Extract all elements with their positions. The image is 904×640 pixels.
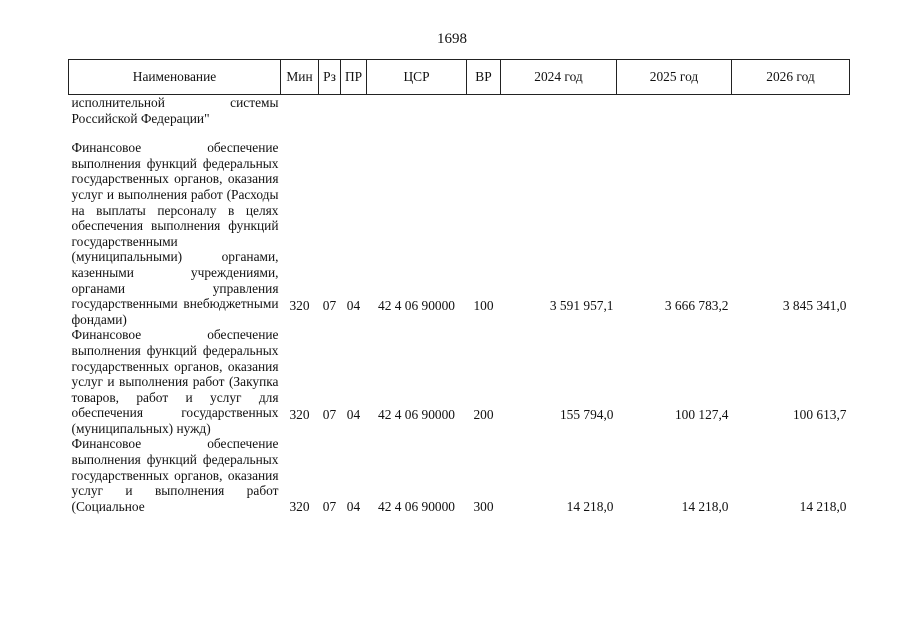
row-min: 320 (289, 498, 310, 514)
row-vr: 300 (473, 498, 494, 514)
continuation-text: исполнительной системы Российской Федерации" (71, 95, 279, 126)
row-2025: 14 218,0 (681, 498, 729, 514)
row-rz: 07 (322, 297, 337, 313)
header-pr: ПР (341, 60, 367, 95)
row-pr: 04 (346, 406, 361, 422)
row-name: Финансовое обеспечение выполнения функций федеральных государственных органов, оказания услуг и выполнения работ (Расходы на выплаты персоналу в целях обеспечения выполнения функций государственными (муниципальными) органами, казенными учреждениями, органами управления государственными внебюджетными фондами) (71, 140, 279, 327)
header-2026: 2026 год (732, 60, 850, 95)
row-2026: 14 218,0 (799, 498, 847, 514)
row-csr: 42 4 06 90000 (378, 498, 455, 514)
row-vr: 200 (473, 406, 494, 422)
row-2025: 100 127,4 (674, 406, 729, 422)
table-row (69, 436, 850, 514)
header-2025: 2025 год (617, 60, 732, 95)
header-min: Мин (281, 60, 319, 95)
row-pr: 04 (346, 297, 361, 313)
row-csr: 42 4 06 90000 (378, 406, 455, 422)
table-header-row (69, 60, 850, 95)
page-number: 1698 (437, 31, 467, 47)
row-pr: 04 (346, 498, 361, 514)
row-vr: 100 (473, 297, 494, 313)
row-rz: 07 (322, 498, 337, 514)
header-rz: Рз (319, 60, 341, 95)
header-2024: 2024 год (501, 60, 617, 95)
header-name: Наименование (69, 60, 281, 95)
row-2025: 3 666 783,2 (664, 297, 729, 313)
row-name: Финансовое обеспечение выполнения функций федеральных государственных органов, оказания услуг и выполнения работ (Закупка товаров, работ и услуг для обеспечения государственных (муниципальных) нужд) (71, 327, 279, 436)
header-vr: ВР (467, 60, 501, 95)
row-2024: 14 218,0 (566, 498, 614, 514)
header-csr: ЦСР (367, 60, 467, 95)
table-row-continuation (69, 95, 850, 141)
row-2026: 3 845 341,0 (782, 297, 847, 313)
table-row (69, 140, 850, 327)
row-csr: 42 4 06 90000 (378, 297, 455, 313)
row-name: Финансовое обеспечение выполнения функций федеральных государственных органов, оказания услуг и выполнения работ (Социальное (71, 436, 279, 514)
row-2024: 3 591 957,1 (549, 297, 614, 313)
table-row (69, 327, 850, 436)
budget-table (68, 59, 850, 514)
row-min: 320 (289, 297, 310, 313)
row-2024: 155 794,0 (559, 406, 614, 422)
row-min: 320 (289, 406, 310, 422)
row-2026: 100 613,7 (792, 406, 847, 422)
row-rz: 07 (322, 406, 337, 422)
